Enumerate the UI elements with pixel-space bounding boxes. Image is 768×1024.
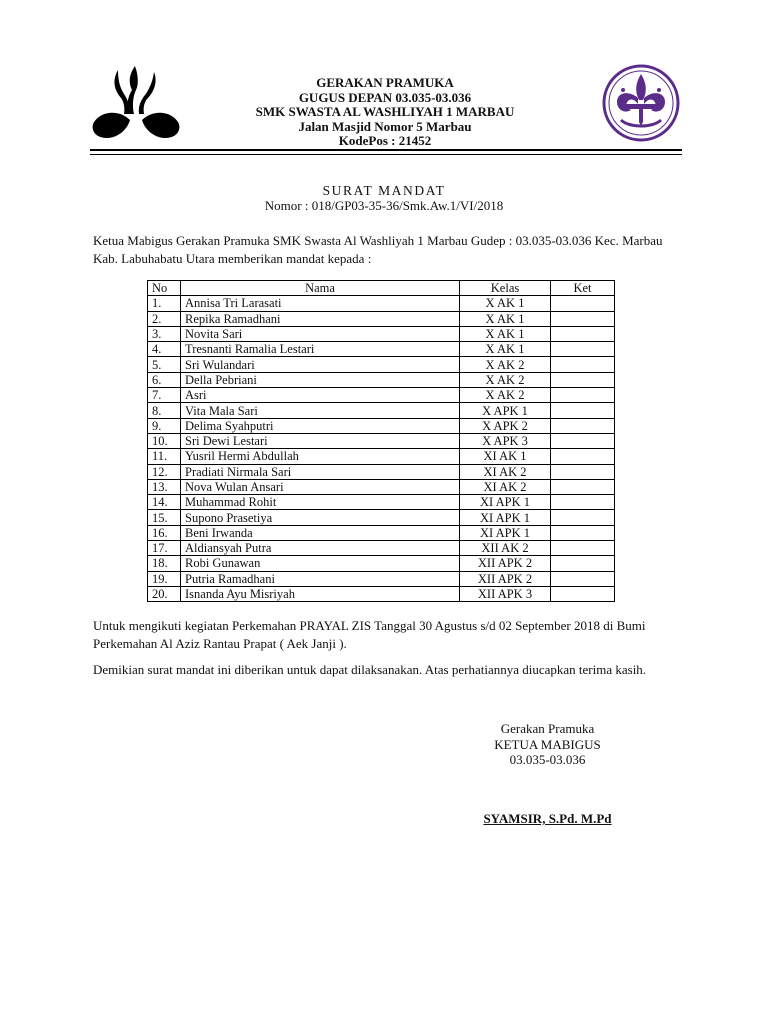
table-row xyxy=(148,403,615,418)
table-row xyxy=(148,525,615,540)
table-row xyxy=(148,571,615,586)
row-no: 4. xyxy=(148,342,181,357)
row-note xyxy=(551,541,615,556)
row-no: 12. xyxy=(148,464,181,479)
table-row xyxy=(148,541,615,556)
row-note xyxy=(551,571,615,586)
signature-org: Gerakan Pramuka xyxy=(500,721,595,736)
row-no: 13. xyxy=(148,479,181,494)
row-name: Sri Wulandari xyxy=(181,357,460,372)
row-no: 6. xyxy=(148,372,181,387)
table-row xyxy=(148,556,615,571)
row-no: 14. xyxy=(148,495,181,510)
row-note xyxy=(551,403,615,418)
row-class: XII APK 2 xyxy=(460,556,551,571)
row-note xyxy=(551,525,615,540)
header-name: Nama xyxy=(181,281,460,296)
table-header-row xyxy=(148,281,615,296)
row-no: 7. xyxy=(148,388,181,403)
row-name: Tresnanti Ramalia Lestari xyxy=(181,342,460,357)
row-note xyxy=(551,495,615,510)
letterhead-org: GERAKAN PRAMUKA xyxy=(316,75,454,90)
scout-fleur-de-lis-emblem-icon xyxy=(595,62,687,144)
table-row xyxy=(148,311,615,326)
row-note xyxy=(551,372,615,387)
row-class: XII APK 2 xyxy=(460,571,551,586)
row-no: 5. xyxy=(148,357,181,372)
table-row xyxy=(148,510,615,525)
letterhead xyxy=(190,76,580,149)
table-row xyxy=(148,326,615,341)
header-class: Kelas xyxy=(460,281,551,296)
row-name: Repika Ramadhani xyxy=(181,311,460,326)
signature-gudep: 03.035-03.036 xyxy=(509,752,586,767)
row-note xyxy=(551,342,615,357)
table-row xyxy=(148,296,615,311)
row-note xyxy=(551,464,615,479)
letterhead-divider-thin xyxy=(90,154,682,155)
row-name: Isnanda Ayu Misriyah xyxy=(181,586,460,601)
row-class: X AK 1 xyxy=(460,296,551,311)
table-row xyxy=(148,449,615,464)
row-no: 1. xyxy=(148,296,181,311)
letterhead-postcode: KodePos : 21452 xyxy=(338,133,432,148)
row-note xyxy=(551,433,615,448)
signature-role: KETUA MABIGUS xyxy=(494,736,601,752)
row-class: X AK 1 xyxy=(460,342,551,357)
row-note xyxy=(551,296,615,311)
letter-number: Nomor : 018/GP03-35-36/Smk.Aw.1/VI/2018 xyxy=(264,198,504,213)
row-note xyxy=(551,418,615,433)
row-name: Novita Sari xyxy=(181,326,460,341)
row-class: XI APK 1 xyxy=(460,510,551,525)
row-class: X AK 1 xyxy=(460,326,551,341)
row-no: 3. xyxy=(148,326,181,341)
opening-paragraph: Ketua Mabigus Gerakan Pramuka SMK Swasta Al Washliyah 1 Marbau Gudep : 03.035-03.036 Kec. Marbau Kab. Labuhabatu Utara memberikan mandat kepada : xyxy=(93,233,663,266)
row-class: X APK 2 xyxy=(460,418,551,433)
row-note xyxy=(551,357,615,372)
row-class: XI AK 2 xyxy=(460,479,551,494)
letter-title: SURAT MANDAT xyxy=(322,183,446,198)
header-no: No xyxy=(148,281,181,296)
row-name: Aldiansyah Putra xyxy=(181,541,460,556)
row-no: 2. xyxy=(148,311,181,326)
row-name: Pradiati Nirmala Sari xyxy=(181,464,460,479)
row-name: Yusril Hermi Abdullah xyxy=(181,449,460,464)
row-no: 18. xyxy=(148,556,181,571)
row-no: 20. xyxy=(148,586,181,601)
table-row xyxy=(148,433,615,448)
row-no: 9. xyxy=(148,418,181,433)
letterhead-address: Jalan Masjid Nomor 5 Marbau xyxy=(298,118,472,134)
closing-paragraph: Demikian surat mandat ini diberikan untuk dapat dilaksanakan. Atas perhatiannya diucapkan terima kasih. xyxy=(93,662,647,677)
table-row xyxy=(148,495,615,510)
table-row xyxy=(148,464,615,479)
row-note xyxy=(551,388,615,403)
table-row xyxy=(148,357,615,372)
row-no: 10. xyxy=(148,433,181,448)
letterhead-school: SMK SWASTA AL WASHLIYAH 1 MARBAU xyxy=(255,104,515,119)
table-body xyxy=(148,296,615,602)
row-note xyxy=(551,586,615,601)
row-name: Putria Ramadhani xyxy=(181,571,460,586)
row-note xyxy=(551,510,615,525)
tunas-kelapa-logo-icon xyxy=(88,62,184,144)
row-name: Supono Prasetiya xyxy=(181,510,460,525)
row-no: 19. xyxy=(148,571,181,586)
row-note xyxy=(551,556,615,571)
table-row xyxy=(148,372,615,387)
row-no: 17. xyxy=(148,541,181,556)
row-name: Robi Gunawan xyxy=(181,556,460,571)
row-name: Beni Irwanda xyxy=(181,525,460,540)
row-name: Vita Mala Sari xyxy=(181,403,460,418)
table-row xyxy=(148,388,615,403)
row-note xyxy=(551,326,615,341)
row-class: X APK 3 xyxy=(460,433,551,448)
row-name: Muhammad Rohit xyxy=(181,495,460,510)
row-name: Della Pebriani xyxy=(181,372,460,387)
row-class: X AK 1 xyxy=(460,311,551,326)
row-class: X APK 1 xyxy=(460,403,551,418)
table-row xyxy=(148,342,615,357)
row-no: 15. xyxy=(148,510,181,525)
row-class: XI AK 2 xyxy=(460,464,551,479)
row-name: Delima Syahputri xyxy=(181,418,460,433)
row-note xyxy=(551,311,615,326)
row-class: XI APK 1 xyxy=(460,495,551,510)
header-note: Ket xyxy=(551,281,615,296)
table-row xyxy=(148,418,615,433)
table-row xyxy=(148,586,615,601)
row-no: 16. xyxy=(148,525,181,540)
row-name: Asri xyxy=(181,388,460,403)
row-no: 8. xyxy=(148,403,181,418)
row-class: XI AK 1 xyxy=(460,449,551,464)
row-name: Nova Wulan Ansari xyxy=(181,479,460,494)
table-row xyxy=(148,479,615,494)
purpose-paragraph: Untuk mengikuti kegiatan Perkemahan PRAYAL ZIS Tanggal 30 Agustus s/d 02 September 2018 di Bumi Perkemahan Al Aziz Rantau Prapat ( Aek Janji ). xyxy=(93,618,646,651)
signer-name: SYAMSIR, S.Pd. M.Pd xyxy=(483,811,612,826)
signature-block xyxy=(455,721,640,768)
row-class: XII AK 2 xyxy=(460,541,551,556)
row-class: XI APK 1 xyxy=(460,525,551,540)
letterhead-divider-thick xyxy=(90,149,682,151)
row-note xyxy=(551,449,615,464)
row-class: X AK 2 xyxy=(460,388,551,403)
row-class: XII APK 3 xyxy=(460,586,551,601)
row-name: Sri Dewi Lestari xyxy=(181,433,460,448)
row-note xyxy=(551,479,615,494)
row-name: Annisa Tri Larasati xyxy=(181,296,460,311)
row-class: X AK 2 xyxy=(460,357,551,372)
row-class: X AK 2 xyxy=(460,372,551,387)
member-table xyxy=(147,280,615,602)
letterhead-gudep: GUGUS DEPAN 03.035-03.036 xyxy=(298,89,472,105)
row-no: 11. xyxy=(148,449,181,464)
